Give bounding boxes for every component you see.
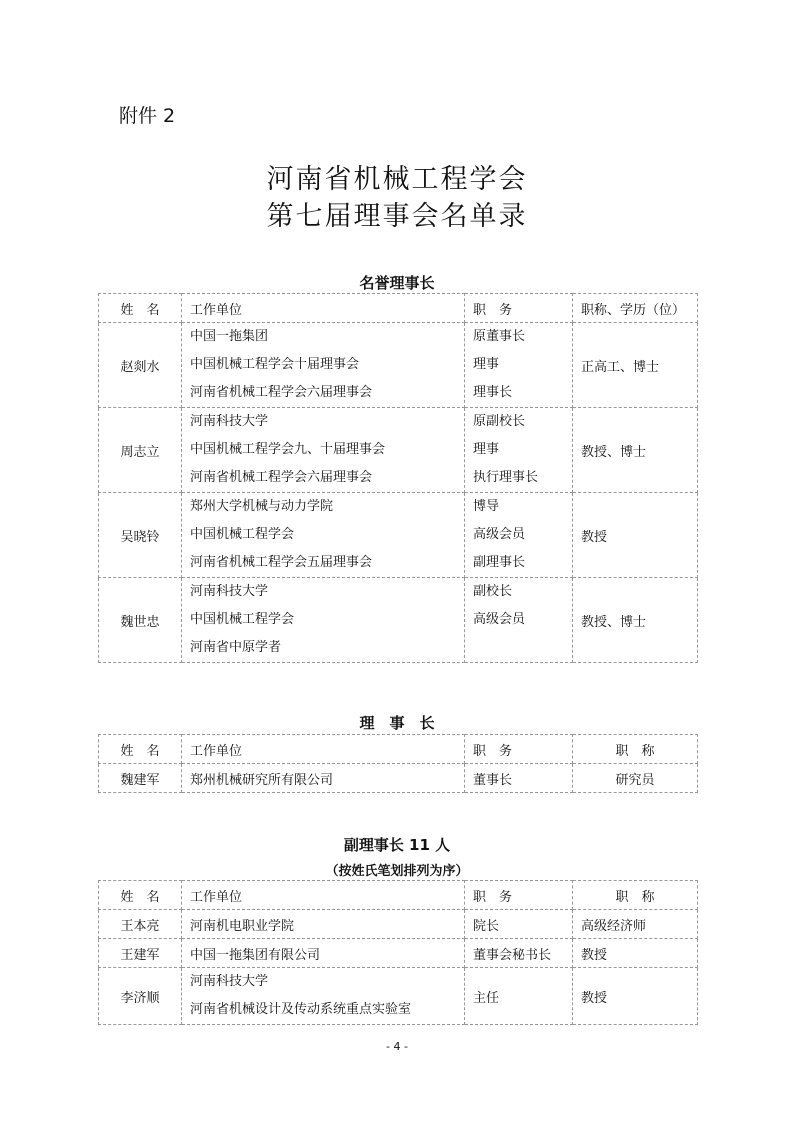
person-name: 周志立 bbox=[99, 408, 182, 493]
person-post: 董事长 bbox=[465, 764, 573, 793]
unit-line: 郑州大学机械与动力学院 bbox=[190, 499, 334, 514]
header-unit: 工作单位 bbox=[182, 294, 465, 323]
unit-line: 中国机械工程学会 bbox=[190, 527, 295, 542]
person-post: 主任 bbox=[465, 968, 573, 1025]
person-unit: 中国一拖集团有限公司 bbox=[182, 939, 465, 968]
unit-line: 河南省机械工程学会六届理事会 bbox=[190, 470, 373, 485]
person-title: 正高工、博士 bbox=[573, 323, 698, 408]
table-row bbox=[99, 408, 698, 493]
honorary-table bbox=[98, 293, 698, 663]
vice-table bbox=[98, 880, 698, 1025]
unit-line: 河南省机械工程学会六届理事会 bbox=[190, 385, 373, 400]
vice-header-row bbox=[99, 881, 698, 910]
post-line: 副校长 bbox=[473, 584, 513, 599]
chairman-table bbox=[98, 734, 698, 793]
chairman-header-row bbox=[99, 735, 698, 764]
person-title: 教授 bbox=[573, 939, 698, 968]
person-name: 王本亮 bbox=[99, 910, 182, 939]
post-line: 副理事长 bbox=[473, 555, 526, 570]
attachment-label: 附件 2 bbox=[119, 105, 176, 127]
person-name: 赵剡水 bbox=[99, 323, 182, 408]
post-line: 博导 bbox=[473, 499, 500, 514]
honorary-header-row bbox=[99, 294, 698, 323]
header-unit: 工作单位 bbox=[182, 881, 465, 910]
honorary-heading: 名誉理事长 bbox=[359, 274, 435, 292]
unit-line: 河南省机械工程学会五届理事会 bbox=[190, 555, 373, 570]
post-line: 执行理事长 bbox=[473, 470, 539, 485]
table-row bbox=[99, 968, 698, 1025]
post-line: 原董事长 bbox=[473, 329, 526, 344]
person-name: 魏世忠 bbox=[99, 578, 182, 663]
person-name: 李济顺 bbox=[99, 968, 182, 1025]
person-post: 董事会秘书长 bbox=[465, 939, 573, 968]
table-row bbox=[99, 764, 698, 793]
unit-line: 中国机械工程学会 bbox=[190, 612, 295, 627]
table-row bbox=[99, 493, 698, 578]
post-line: 高级会员 bbox=[473, 527, 526, 542]
post-line: 理事长 bbox=[473, 385, 513, 400]
post-line: 理事 bbox=[473, 357, 500, 372]
person-post: 院长 bbox=[465, 910, 573, 939]
person-title: 教授、博士 bbox=[573, 408, 698, 493]
person-title: 教授 bbox=[573, 968, 698, 1025]
unit-line: 河南科技大学 bbox=[190, 974, 269, 989]
header-title: 职称、学历（位） bbox=[573, 294, 698, 323]
person-name: 王建军 bbox=[99, 939, 182, 968]
unit-line: 河南科技大学 bbox=[190, 584, 269, 599]
post-line: 高级会员 bbox=[473, 612, 526, 627]
table-row bbox=[99, 910, 698, 939]
document-title-line1: 河南省机械工程学会 bbox=[266, 164, 528, 195]
unit-line: 河南省机械设计及传动系统重点实验室 bbox=[190, 1002, 412, 1017]
unit-line: 中国一拖集团 bbox=[190, 329, 269, 344]
table-row bbox=[99, 939, 698, 968]
page-number: - 4 - bbox=[386, 1040, 408, 1053]
document-title-line2: 第七届理事会名单录 bbox=[266, 201, 528, 232]
person-unit: 郑州机械研究所有限公司 bbox=[182, 764, 465, 793]
header-name: 姓 名 bbox=[99, 881, 182, 910]
header-post: 职 务 bbox=[465, 294, 573, 323]
person-name: 吴晓铃 bbox=[99, 493, 182, 578]
post-line bbox=[473, 634, 564, 662]
vice-subheading: （按姓氏笔划排列为序） bbox=[325, 864, 469, 879]
post-line: 原副校长 bbox=[473, 414, 526, 429]
person-title: 教授、博士 bbox=[573, 578, 698, 663]
unit-line: 中国机械工程学会十届理事会 bbox=[190, 357, 360, 372]
table-row bbox=[99, 323, 698, 408]
person-title: 研究员 bbox=[573, 764, 698, 793]
person-title: 教授 bbox=[573, 493, 698, 578]
person-name: 魏建军 bbox=[99, 764, 182, 793]
header-name: 姓 名 bbox=[99, 735, 182, 764]
unit-line: 河南科技大学 bbox=[190, 414, 269, 429]
header-title: 职 称 bbox=[573, 881, 698, 910]
header-name: 姓 名 bbox=[99, 294, 182, 323]
header-post: 职 务 bbox=[465, 735, 573, 764]
header-title: 职 称 bbox=[573, 735, 698, 764]
table-row bbox=[99, 578, 698, 663]
unit-line: 中国机械工程学会九、十届理事会 bbox=[190, 442, 386, 457]
unit-line: 河南省中原学者 bbox=[190, 640, 282, 655]
person-title: 高级经济师 bbox=[573, 910, 698, 939]
vice-heading: 副理事长 11 人 bbox=[343, 836, 451, 854]
post-line: 理事 bbox=[473, 442, 500, 457]
person-unit: 河南机电职业学院 bbox=[182, 910, 465, 939]
header-unit: 工作单位 bbox=[182, 735, 465, 764]
header-post: 职 务 bbox=[465, 881, 573, 910]
chairman-heading: 理 事 长 bbox=[359, 714, 435, 732]
